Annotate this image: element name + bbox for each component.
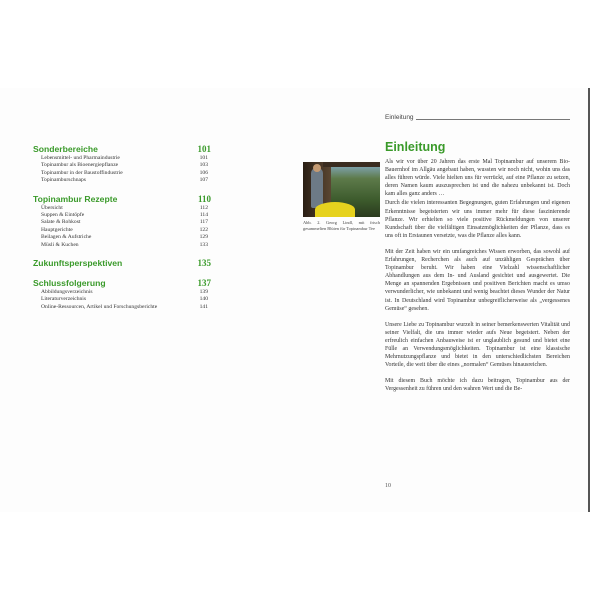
toc-entry-page: 112 [199,204,208,211]
chapter-title: Einleitung [385,140,446,154]
toc-entry-page: 133 [199,241,208,248]
toc-page [0,88,295,512]
toc-heading-page: 137 [197,278,211,289]
toc-entry[interactable] [33,219,211,226]
toc-entry-page: 114 [199,212,208,219]
toc-entry-page: 122 [199,226,208,233]
toc-entry-label: Lebensmittel- und Pharmaindustrie [41,155,120,161]
figure-caption: Abb. 2. Georg Lindl, mit frisch gesammelten Blüten für Topinambur Tee [303,220,380,231]
table-of-contents [33,144,211,320]
toc-heading[interactable] [33,278,211,289]
toc-entry-page: 129 [199,234,208,241]
toc-entry-page: 117 [199,219,208,226]
toc-entry-page: 141 [199,303,208,310]
toc-entry-label: Hauptgerichte [41,226,73,233]
page-edge-shadow [588,88,590,512]
paragraph: Mit der Zeit haben wir ein umfangreiches Wissen erworben, das sowohl auf Erfahrungen, Recherchen als auch auf unzähligen Gesprächen über Topinambur beruht. Wir haben eine Vielzahl wissenschaftlicher Abhandlungen aus dem In- und Ausland gesichtet und ausgewertet. Die Menge an spannenden Ergebnissen und positiven Berichten macht es umso verwunderlicher, wie unbekannt und wenig beachtet dieses Wunder der Natur ist. In Deutschland wird Topinambur unbegreiflicherweise als „vergessenes Gemüse“ gesehen. [385,248,570,312]
toc-entry[interactable] [33,205,211,212]
toc-heading-title: Zukunftsperspektiven [33,258,123,269]
toc-section [33,144,211,185]
running-header [385,114,570,121]
book-spread [0,88,590,512]
toc-entry-label: Salate & Rohkost [41,219,81,226]
running-header-text: Einleitung [385,114,414,121]
toc-entry[interactable] [33,212,211,219]
toc-entry[interactable] [33,296,211,303]
toc-entry[interactable] [33,242,211,249]
toc-entry-page: 101 [199,155,208,161]
paragraph: Unsere Liebe zu Topinambur wurzelt in seiner bemerkenswerten Vitalität und seiner Vielfalt, die uns immer wieder aufs Neue begeistert. Neben der erfreulich einfachen Anbauweise ist er unglaublich gesund und bietet eine Fülle an Verwendungsmöglichkeiten. Topinambur ist eine klassische Mehrnutzungspflanze und bietet in den unterschiedlichsten Bereichen Vorteile, die weit über die eines „normalen“ Gemüses hinausreichen. [385,321,570,369]
toc-entry-label: Topinambur als Bioenergiepflanze [41,162,119,169]
toc-heading[interactable] [33,144,211,155]
toc-heading-page: 101 [197,144,211,154]
introduction-page [295,88,590,512]
figure [303,162,380,231]
toc-entry[interactable] [33,177,211,184]
paragraph: Durch die vielen interessanten Begegnungen, guten Erfahrungen und eigenen Erkenntnisse begeisterten wir uns immer mehr für diese faszinierende Pflanze. Wir erhielten so viele positive Rückmeldungen von unserer Kundschaft über die vielfältigen Einsatzmöglichkeiten der Pflanze, dass es uns oft in Erstaunen versetzte, was die Pflanze alles kann. [385,200,570,239]
paragraph: Mit diesem Buch möchte ich dazu beitragen, Topinambur aus der Vergessenheit zu führen und den wahren Wert und die Be- [385,378,570,393]
toc-entry-page: 140 [199,296,208,303]
toc-entry[interactable] [33,162,211,169]
toc-section [33,258,211,269]
toc-heading-title: Sonderbereiche [33,144,98,154]
toc-heading[interactable] [33,258,211,269]
toc-entry[interactable] [33,170,211,177]
toc-entry-label: Beilagen & Aufstriche [41,234,92,241]
toc-heading-title: Topinambur Rezepte [33,193,118,204]
toc-entry-label: Übersicht [41,204,63,211]
header-rule [416,119,570,120]
toc-entry-label: Suppen & Eintöpfe [41,212,85,219]
toc-entry-label: Müsli & Kuchen [41,241,79,248]
toc-section [33,278,211,311]
photo-farmer-with-flowers [303,162,380,217]
toc-entry[interactable] [33,234,211,241]
toc-heading-page: 110 [197,193,211,204]
toc-entry-page: 103 [199,162,208,169]
page-number: 10 [385,483,391,489]
toc-heading-title: Schlussfolgerung [33,278,106,289]
toc-entry[interactable] [33,289,211,296]
toc-entry[interactable] [33,304,211,311]
toc-entry-label: Literaturverzeichnis [41,296,87,303]
toc-entry-page: 139 [199,289,208,296]
body-text [385,158,570,401]
paragraph: Als wir vor über 20 Jahren das erste Mal Topinambur auf unserem Bio-Bauernhof im Allgäu angebaut haben, wussten wir noch nicht, wohin uns das alles führen würde. Viele hielten uns für verrückt, auf eine Pflanze zu setzen, deren Namen kaum auszusprechen ist und die nahezu unbekannt ist. Doch kam alles ganz anders … [385,159,570,198]
toc-section [33,194,211,249]
toc-heading[interactable] [33,194,211,205]
toc-entry-page: 106 [199,169,208,176]
toc-entry-label: Topinambur in der Baustoffindustrie [41,169,123,176]
toc-entry-label: Online-Ressourcen, Artikel und Forschungsberichte [41,303,158,310]
toc-entry-page: 107 [199,177,208,184]
toc-entry-label: Topinamburschnaps [41,177,86,184]
toc-heading-page: 135 [197,258,211,269]
toc-entry-label: Abbildungsverzeichnis [41,289,93,296]
